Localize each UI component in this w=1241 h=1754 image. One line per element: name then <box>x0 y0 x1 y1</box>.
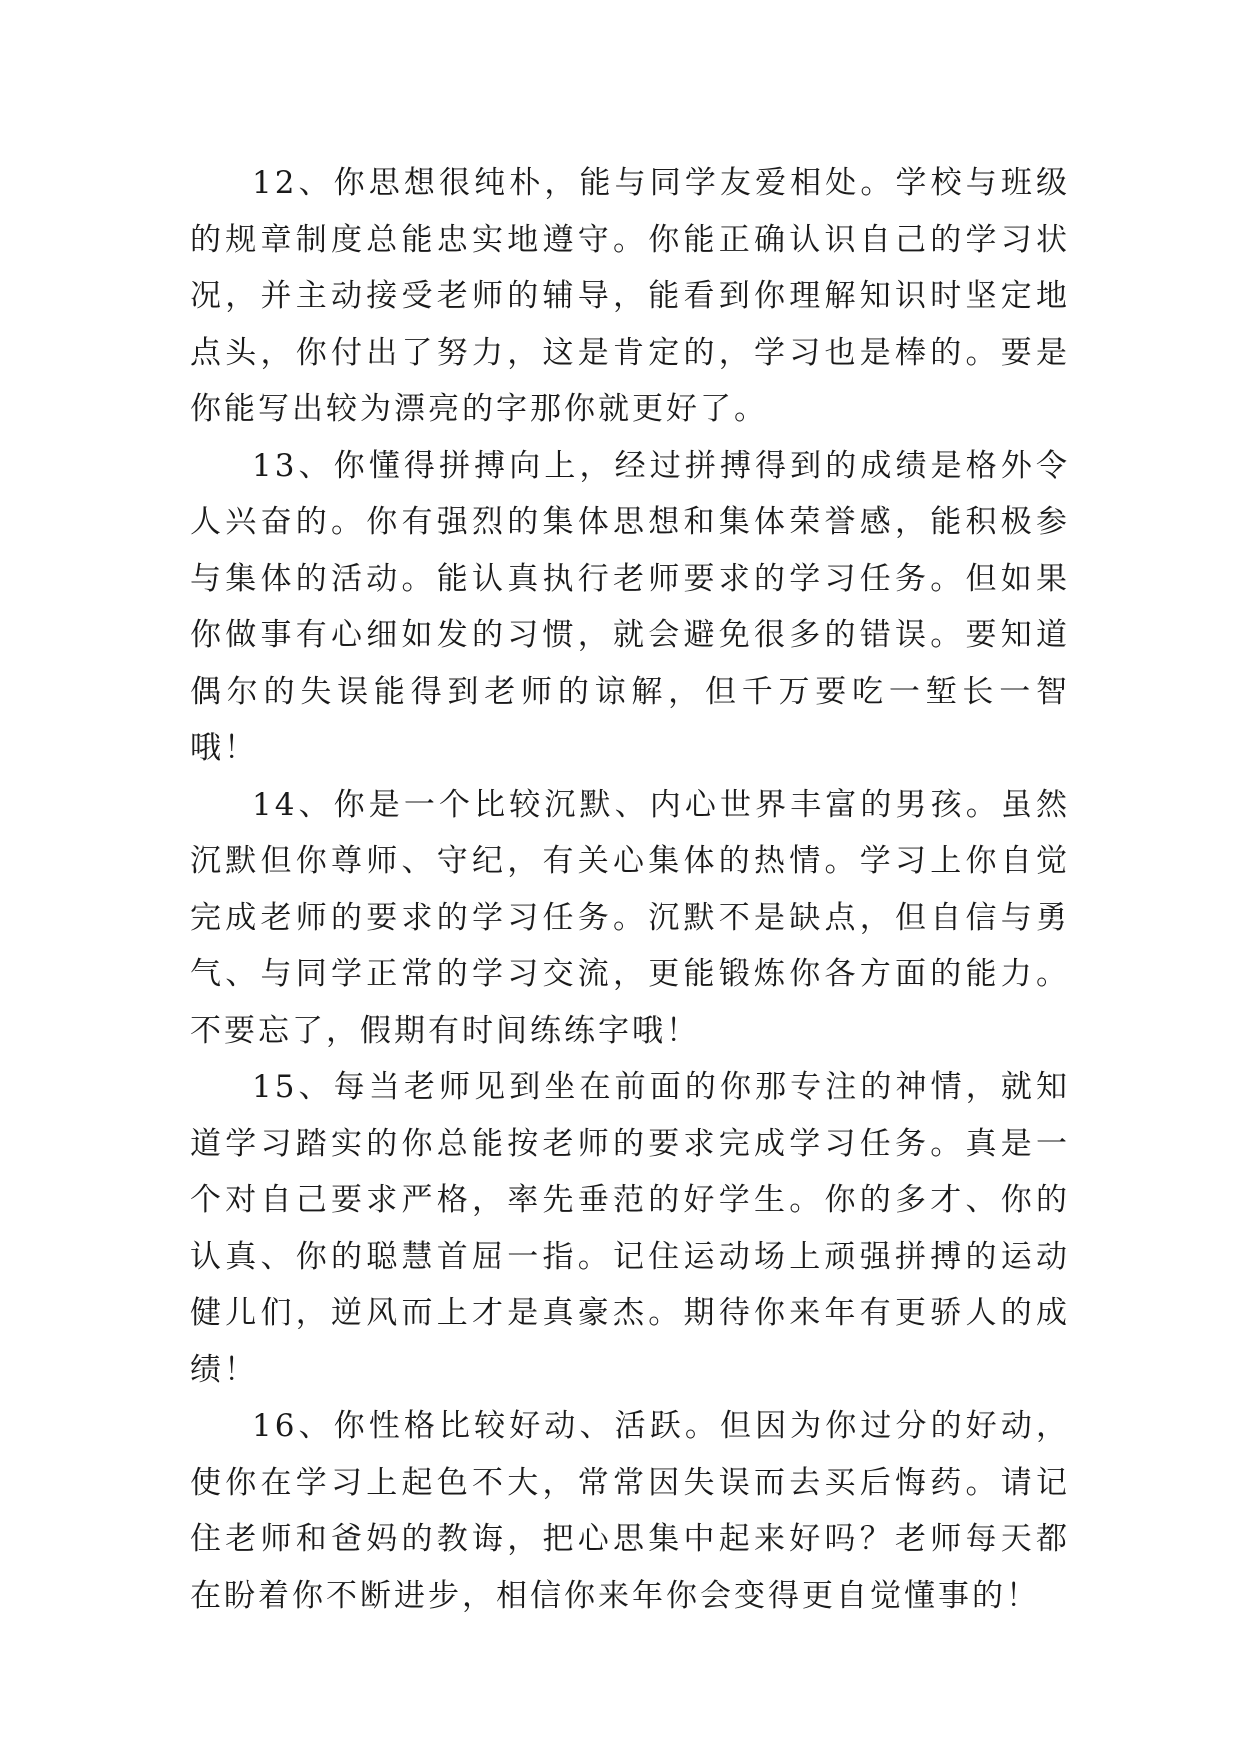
document-body <box>190 155 1070 1624</box>
paragraph-12: 12、你思想很纯朴，能与同学友爱相处。学校与班级的规章制度总能忠实地遵守。你能正确认识自己的学习状况，并主动接受老师的辅导，能看到你理解知识时坚定地点头，你付出了努力，这是肯定的，学习也是棒的。要是你能写出较为漂亮的字那你就更好了。 <box>190 165 1070 427</box>
paragraph-14: 14、你是一个比较沉默、内心世界丰富的男孩。虽然沉默但你尊师、守纪，有关心集体的热情。学习上你自觉完成老师的要求的学习任务。沉默不是缺点，但自信与勇气、与同学正常的学习交流，更能锻炼你各方面的能力。不要忘了，假期有时间练练字哦！ <box>190 786 1070 1049</box>
paragraph-13: 13、你懂得拼搏向上，经过拼搏得到的成绩是格外令人兴奋的。你有强烈的集体思想和集体荣誉感，能积极参与集体的活动。能认真执行老师要求的学习任务。但如果你做事有心细如发的习惯，就会避免很多的错误。要知道偶尔的失误能得到老师的谅解，但千万要吃一堑长一智哦！ <box>190 447 1070 766</box>
paragraph-15: 15、每当老师见到坐在前面的你那专注的神情，就知道学习踏实的你总能按老师的要求完成学习任务。真是一个对自己要求严格，率先垂范的好学生。你的多才、你的认真、你的聪慧首屈一指。记住运动场上顽强拼搏的运动健儿们，逆风而上才是真豪杰。期待你来年有更骄人的成绩！ <box>190 1069 1070 1388</box>
paragraph-16: 16、你性格比较好动、活跃。但因为你过分的好动，使你在学习上起色不大，常常因失误而去买后悔药。请记住老师和爸妈的教诲，把心思集中起来好吗？老师每天都在盼着你不断进步，相信你来年你会变得更自觉懂事的！ <box>190 1408 1070 1614</box>
